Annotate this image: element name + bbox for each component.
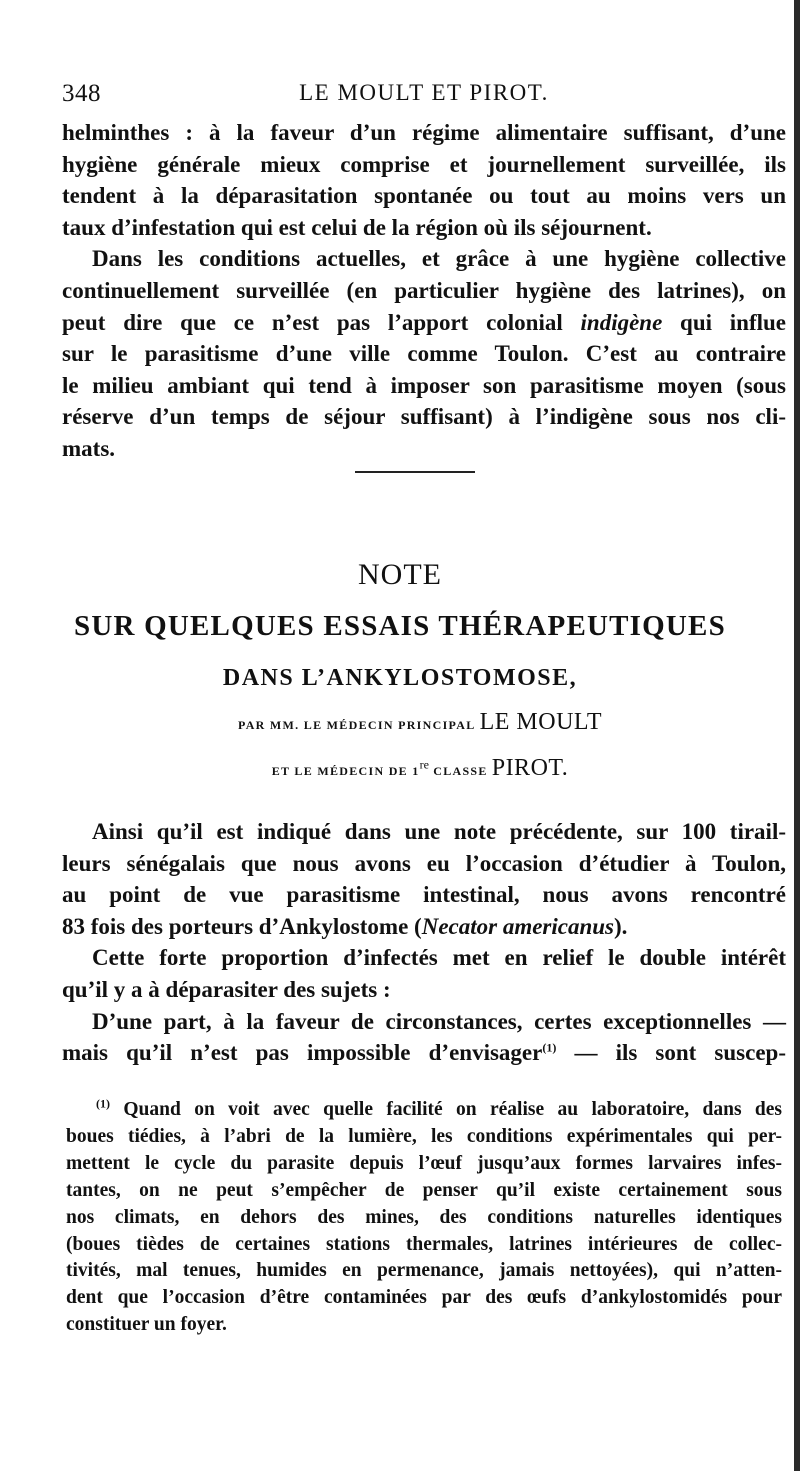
running-title: LE MOULT ET PIROT. [299,80,549,105]
text-line: hygiène générale mieux comprise et journellement surveillée, ils [62,151,786,177]
author-prefix: CLASSE [428,764,488,778]
footnote-line [66,1097,782,1124]
text-line [62,1037,786,1069]
footnote-line: mettent le cycle du parasite depuis l’œuf jusqu’aux formes larvaires infes- [66,1152,782,1174]
article-title: NOTE [358,558,442,591]
italic-species: Necator americanus [421,913,615,939]
text-line: mats. [62,435,116,461]
author-prefix: ET LE MÉDECIN DE 1 [271,764,420,778]
ordinal-superscript: re [419,757,429,772]
text-line: réserve d’un temps de séjour suffisant) à l’indigène sous nos cli- [62,404,786,430]
italic-word: indigène [580,309,663,335]
text-segment: 83 fois des porteurs d’Ankylostome ( [62,913,422,939]
text-line: Ainsi qu’il est indiqué dans une note précédente, sur 100 tirail- [92,819,786,844]
text-line: continuellement surveillée (en particulier hygiène des latrines), on [62,277,786,303]
text-line: sur le parasitisme d’une ville comme Toulon. C’est au contraire [62,341,786,367]
text-line: Dans les conditions actuelles, et grâce à une hygiène collective [92,246,786,272]
footnote-reference: (1) [542,1040,557,1055]
author-line-2 [0,755,800,782]
continued-text [62,117,786,465]
author-line-1 [0,709,800,736]
text-segment: — ils sont suscep- [556,1040,786,1066]
text-line: Cette forte proportion d’infectés met en relief le double intérêt [92,945,786,971]
text-segment: peut dire que ce n’est pas l’apport colonial [62,309,563,335]
footnote-line: dent que l’occasion d’être contaminées par des œufs d’ankylostomidés pour [66,1287,782,1309]
footnote-line: nos climats, en dehors des mines, des conditions naturelles identiques [66,1206,782,1228]
footnote-line: constituer un foyer. [66,1314,227,1336]
footnote [66,1097,782,1339]
text-line: au point de vue parasitisme intestinal, nous avons rencontré [62,882,786,908]
footnote-marker: (1) [96,1096,110,1111]
section-divider [355,471,475,473]
text-line: D’une part, à la faveur de circonstances, certes exceptionnelles — [92,1008,786,1034]
article-subtitle-2: DANS L’ANKYLOSTOMOSE, [222,665,578,691]
footnote-line: tivités, mal tenues, humides en permenance, jamais nettoyées), qui n’atten- [66,1260,782,1282]
text-line: taux d’infestation qui est celui de la région où ils séjournent. [62,214,652,240]
text-line: helminthes : à la faveur d’un régime alimentaire suffisant, d’une [62,120,786,145]
text-segment: ). [614,913,628,939]
text-line: le milieu ambiant qui tend à imposer son parasitisme moyen (sous [62,372,786,398]
text-segment: mais qu’il n’est pas impossible d’envisager [62,1040,543,1066]
text-line: tendent à la déparasitation spontanée ou tout au moins vers un [62,183,786,209]
text-line: qu’il y a à déparasiter des sujets : [62,976,391,1002]
footnote-line: (boues tièdes de certaines stations thermales, latrines intérieures de collec- [66,1233,782,1255]
author-prefix: PAR MM. LE MÉDECIN PRINCIPAL [237,718,476,732]
page-number: 348 [62,80,101,107]
author-name: LE MOULT [479,709,603,735]
main-text [62,816,786,1069]
text-segment: Quand on voit avec quelle facilité on réalise au laboratoire, dans des [110,1099,782,1120]
text-line: leurs sénégalais que nous avons eu l’occasion d’étudier à Toulon, [62,850,786,876]
author-name: PIROT. [491,755,569,781]
text-segment: qui influe [680,309,786,335]
page-header [62,80,786,120]
footnote-line: boues tiédies, à l’abri de la lumière, les conditions expérimentales qui per- [66,1125,782,1147]
article-subtitle: SUR QUELQUES ESSAIS THÉRAPEUTIQUES [74,610,726,642]
footnote-line: tantes, on ne peut s’empêcher de penser qu’il existe certainement sous [66,1179,782,1201]
text-line [62,911,786,943]
text-line [62,307,786,339]
